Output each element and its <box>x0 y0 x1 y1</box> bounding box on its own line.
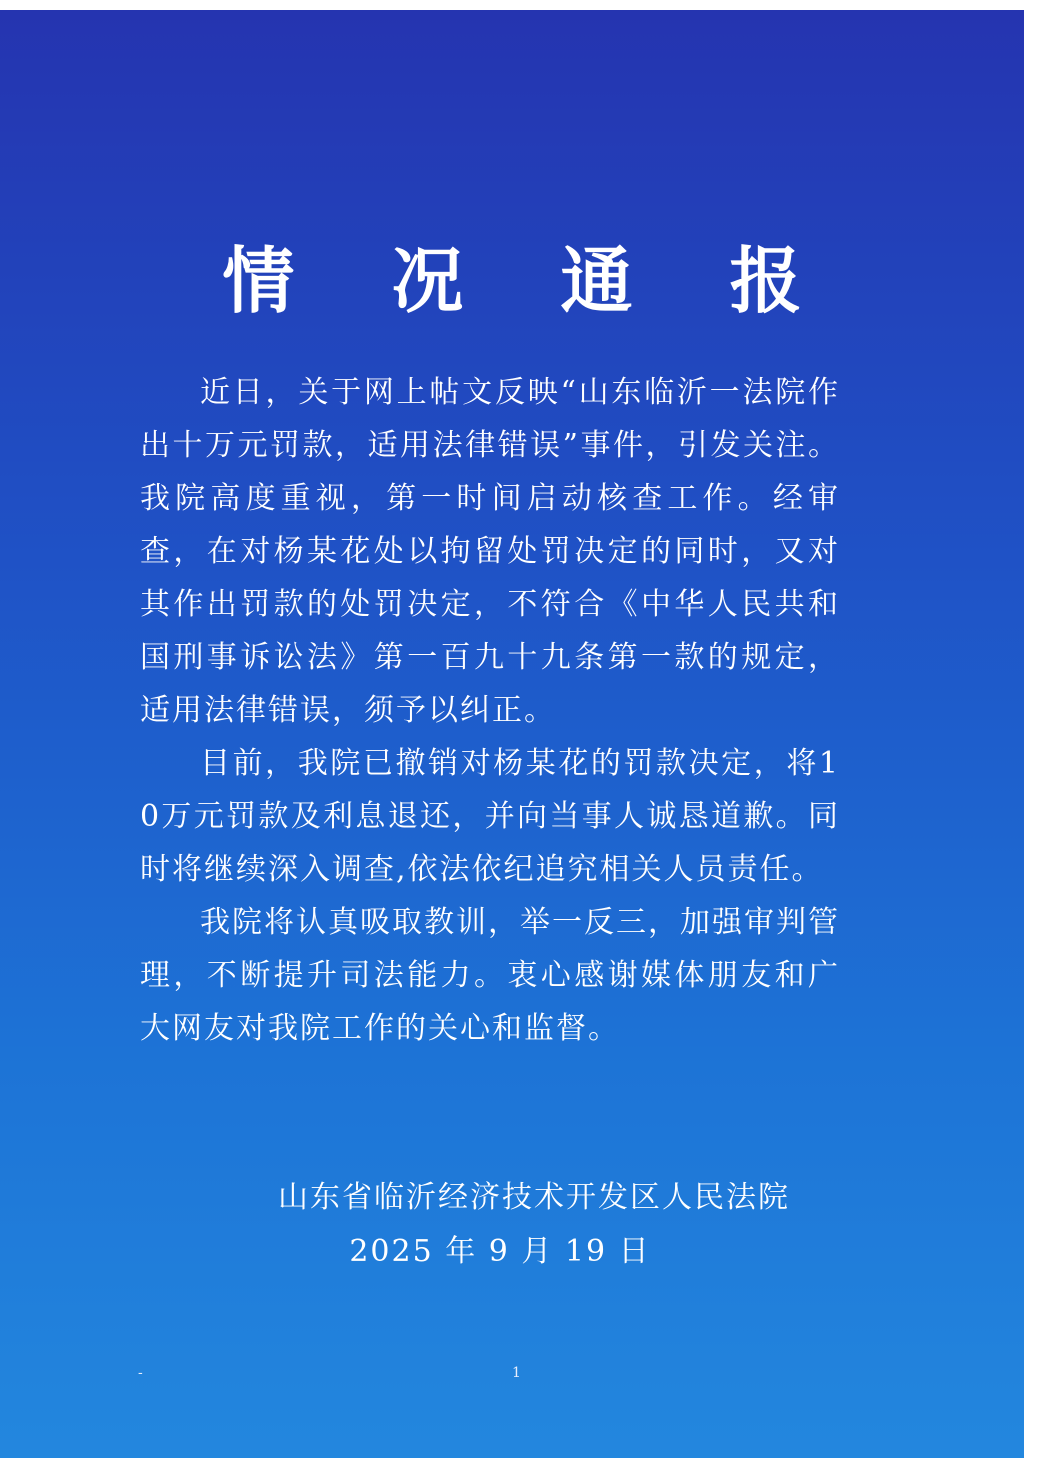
notice-body <box>140 366 840 1055</box>
paragraph-3: 我院将认真吸取教训，举一反三，加强审判管理，不断提升司法能力。衷心感谢媒体朋友和广大网友对我院工作的关心和监督。 <box>140 905 840 1046</box>
notice-page <box>0 10 1024 1458</box>
signature-date: 2025 年 9 月 19 日 <box>349 1234 651 1269</box>
paragraph-1: 近日，关于网上帖文反映“山东临沂一法院作出十万元罚款，适用法律错误”事件，引发关注。我院高度重视，第一时间启动核查工作。经审查，在对杨某花处以拘留处罚决定的同时，又对其作出罚款的处罚决定，不符合《中华人民共和国刑事诉讼法》第一百九十九条第一款的规定，适用法律错误，须予以纠正。 <box>140 375 840 728</box>
page-number: 1 <box>512 1365 521 1381</box>
paragraph-2: 目前，我院已撤销对杨某花的罚款决定，将10万元罚款及利息退还，并向当事人诚恳道歉。同时将继续深入调查,依法依纪追究相关人员责任。 <box>140 746 840 887</box>
signature-organization: 山东省临沂经济技术开发区人民法院 <box>278 1180 790 1215</box>
notice-title: 情 况 通 报 <box>222 238 838 323</box>
footer-mark: - <box>138 1365 143 1381</box>
